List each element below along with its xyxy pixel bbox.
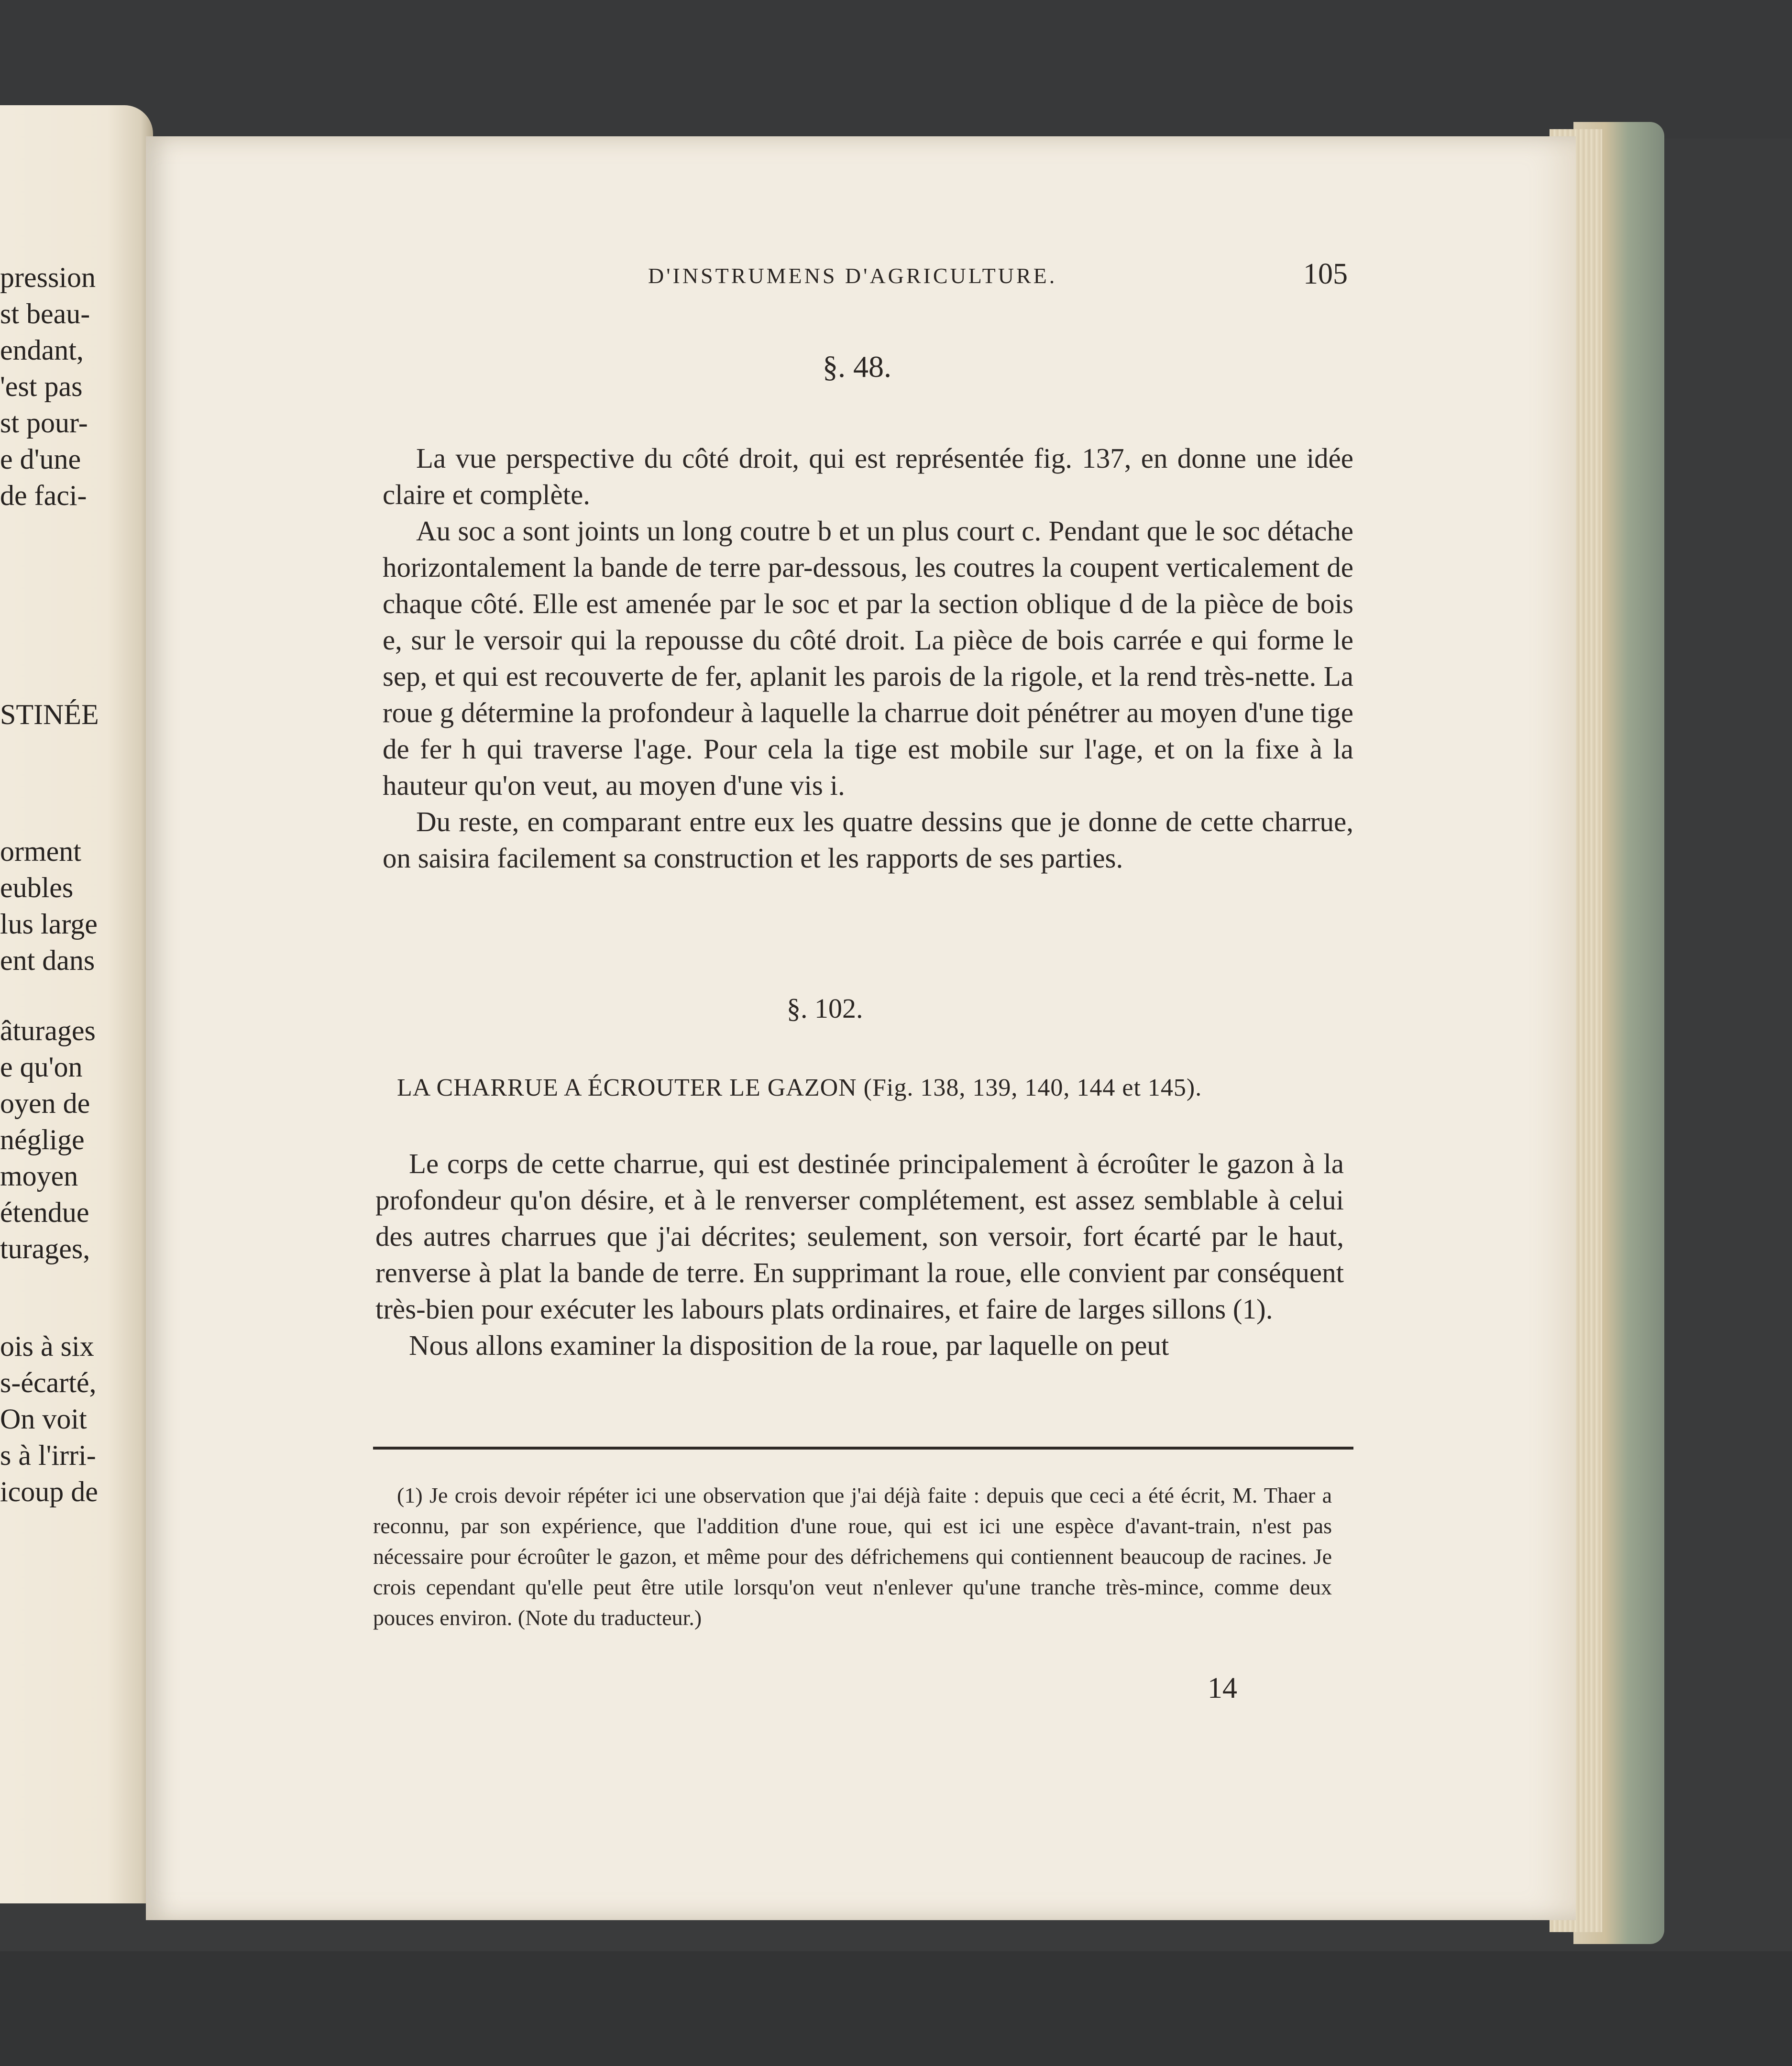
- left-page-line: eubles: [0, 872, 74, 903]
- left-page-line: icoup de: [0, 1476, 98, 1507]
- left-page-line: 'est pas: [0, 371, 83, 402]
- section-48-body: [383, 440, 1353, 876]
- paragraph: Nous allons examiner la disposition de la roue, par laquelle on peut: [409, 1330, 1169, 1361]
- left-page-line: moyen: [0, 1160, 78, 1192]
- left-page-line: On voit: [0, 1403, 87, 1435]
- footnote-text: (1) Je crois devoir répéter ici une observation que j'ai déjà faite : depuis que ceci a été écrit, M. Thaer a reconnu, par son expérience, que l'addition d'une roue, qui est ici une espèce d'avant-train, n'est pas nécessaire pour écroûter le gazon, et même pour des défrichemens qui contiennent beaucoup de racines. Je crois cependant qu'elle peut être utile lorsqu'on veut n'enlever qu'une tranche très-mince, comme deux pouces environ. (Note du traducteur.): [373, 1483, 1332, 1630]
- left-page-line: de faci-: [0, 480, 87, 511]
- paragraph: Du reste, en comparant entre eux les quatre dessins que je donne de cette charrue, on saisira facilement sa construction et les rapports de ses parties.: [383, 806, 1353, 874]
- left-page-line: s à l'irri-: [0, 1440, 96, 1471]
- signature-mark: 14: [1208, 1672, 1237, 1704]
- section-heading-48: §. 48.: [823, 350, 891, 384]
- book-page: [146, 136, 1576, 1920]
- left-page-line: oyen de: [0, 1088, 90, 1119]
- left-page-line: âturages: [0, 1015, 96, 1046]
- left-page-line: étendue: [0, 1197, 89, 1228]
- section-102-body: [375, 1145, 1344, 1363]
- running-title: D'INSTRUMENS D'AGRICULTURE.: [648, 264, 1057, 288]
- page-number: 105: [1303, 258, 1348, 290]
- paragraph: Le corps de cette charrue, qui est destinée principalement à écroûter le gazon à la profondeur qu'on désire, et à le renverser complétement, est assez semblable à celui des autres charrues que j'ai décrites; seulement, son versoir, fort écarté par le haut, renverse à plat la bande de terre. En supprimant la roue, elle convient par conséquent très-bien pour exécuter les labours plats ordinaires, et faire de larges sillons (1).: [375, 1148, 1344, 1325]
- left-page-line: lus large: [0, 908, 98, 940]
- left-page-line: pression: [0, 262, 96, 293]
- scan-background-bottom: [0, 1951, 1792, 2066]
- left-page-line: st beau-: [0, 298, 90, 330]
- left-page-line: STINÉE: [0, 699, 99, 730]
- left-page-line: st pour-: [0, 407, 88, 439]
- left-page-line: turages,: [0, 1233, 90, 1264]
- left-page-line: endant,: [0, 334, 84, 366]
- footnote: [373, 1480, 1332, 1633]
- paragraph: Au soc a sont joints un long coutre b et un plus court c. Pendant que le soc détache horizontalement la bande de terre par-dessous, les coutres la coupent verticalement de chaque côté. Elle est amenée par le soc et par la section oblique d de la pièce de bois e, sur le versoir qui la repousse du côté droit. La pièce de bois carrée e qui forme le sep, et qui est recouverte de fer, aplanit les parois de la rigole, et la rend très-nette. La roue g détermine la profondeur à laquelle la charrue doit pénétrer au moyen d'une tige de fer h qui traverse l'age. Pour cela la tige est mobile sur l'age, et on la fixe à la hauteur qu'on veut, au moyen d'une vis i.: [383, 515, 1353, 801]
- footnote-rule: [373, 1447, 1353, 1450]
- left-page-line: ois à six: [0, 1330, 94, 1362]
- left-page-line: e d'une: [0, 443, 81, 475]
- left-page-line: s-écarté,: [0, 1367, 97, 1398]
- section-subtitle: LA CHARRUE A ÉCROUTER LE GAZON (Fig. 138, 139, 140, 144 et 145).: [397, 1074, 1202, 1101]
- left-page-line: e qu'on: [0, 1051, 83, 1083]
- left-page-line: néglige: [0, 1124, 85, 1155]
- left-page-line: ent dans: [0, 945, 95, 976]
- section-heading-102: §. 102.: [787, 993, 863, 1024]
- scan-background-top: [0, 0, 1792, 139]
- paragraph: La vue perspective du côté droit, qui est représentée fig. 137, en donne une idée claire et complète.: [383, 442, 1353, 510]
- left-facing-page: [0, 105, 153, 1903]
- left-page-line: orment: [0, 835, 81, 867]
